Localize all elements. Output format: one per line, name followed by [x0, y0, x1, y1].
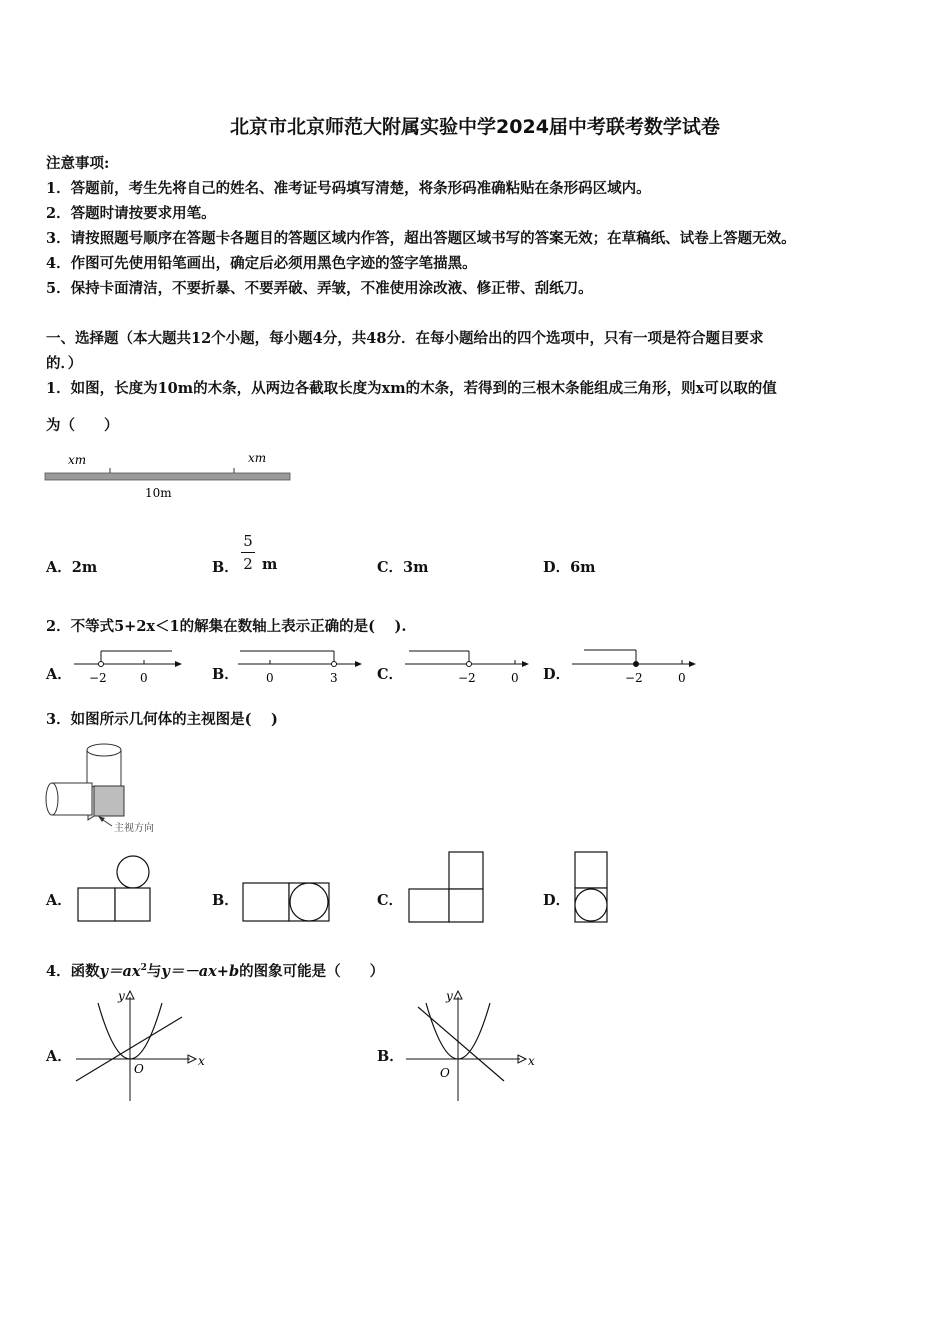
axis-b-label-1: 0 [266, 671, 274, 685]
axis-a-label-1: −2 [89, 671, 107, 685]
axis-d-label-1: −2 [625, 671, 643, 685]
q3-option-b-figure [240, 880, 334, 926]
question-1-stem-cont: 为（ ） [46, 417, 119, 434]
fig-label-total: 10m [145, 486, 172, 500]
q4-formula-1: y＝ax [99, 963, 141, 980]
q4-stem-post: 的图象可能是（ ） [239, 963, 385, 980]
q4-option-a-graph [70, 985, 210, 1105]
question-2-stem: 2．不等式5+2x＜1的解集在数轴上表示正确的是( ). [46, 618, 407, 635]
q3-option-c-figure [405, 848, 489, 926]
q4-a-origin: O [134, 1062, 144, 1076]
q2-option-b-label[interactable]: B． [212, 666, 239, 683]
notice-item-3: 3．请按照题号顺序在答题卡各题目的答题区域内作答，超出答题区域书写的答案无效；在草稿纸、试卷上答题无效。 [46, 230, 796, 247]
q2-number-line-d [570, 645, 700, 687]
page-title: 北京市北京师范大附属实验中学2024届中考联考数学试卷 [230, 116, 720, 138]
q3-option-b-label[interactable]: B． [212, 892, 239, 909]
q3-solid-figure [42, 740, 172, 838]
q2-option-c-label[interactable]: C． [377, 666, 404, 683]
axis-b-label-2: 3 [330, 671, 338, 685]
q4-formula-2: y＝－ax+b [161, 963, 240, 980]
q3-option-d-figure [570, 848, 612, 926]
q2-number-line-b [236, 645, 366, 687]
q1-option-b-unit: m [262, 556, 278, 573]
q1-option-a[interactable]: A．2m [46, 559, 98, 576]
fraction-numerator: 5 [243, 532, 253, 550]
q4-option-b-graph [400, 985, 540, 1105]
notice-heading: 注意事项: [46, 155, 110, 172]
notice-item-2: 2．答题时请按要求用笔。 [46, 205, 216, 222]
q4-b-axis-y: y [446, 989, 453, 1003]
section-heading: 一、选择题（本大题共12个小题，每小题4分，共48分．在每小题给出的四个选项中，只有一项是符合题目要求 [46, 330, 764, 347]
axis-d-label-2: 0 [678, 671, 686, 685]
fraction-bar [241, 552, 255, 553]
q4-stem-mid: 与 [146, 963, 162, 980]
q1-option-b[interactable] [212, 556, 239, 577]
q1-option-c[interactable]: C．3m [377, 559, 429, 576]
section-heading-cont: 的．） [46, 355, 83, 372]
q3-option-c-label[interactable]: C． [377, 892, 404, 909]
axis-c-label-2: 0 [511, 671, 519, 685]
axis-c-label-1: −2 [458, 671, 476, 685]
q4-exponent: 2 [140, 963, 147, 974]
q4-a-axis-x: x [198, 1054, 205, 1068]
q4-option-b-label[interactable]: B． [377, 1048, 404, 1065]
q1-option-d[interactable]: D．6m [543, 559, 596, 576]
q4-option-a-label[interactable]: A． [46, 1048, 72, 1065]
q4-stem-pre: 4．函数 [46, 963, 100, 980]
notice-item-5: 5．保持卡面清洁，不要折暴、不要弄破、弄皱，不准使用涂改液、修正带、刮纸刀。 [46, 280, 593, 297]
q4-a-axis-y: y [118, 989, 125, 1003]
fig-label-left: xm [68, 453, 87, 467]
question-4-stem [46, 960, 384, 981]
q1-option-b-label: B． [212, 559, 239, 576]
q1-option-b-fraction [241, 532, 255, 573]
q2-number-line-c [403, 645, 533, 687]
view-direction-label: 主视方向 [114, 823, 154, 834]
question-1-stem: 1．如图，长度为10m的木条，从两边各截取长度为xm的木条，若得到的三根木条能组成三角形，则x可以取的值 [46, 380, 777, 397]
q3-option-a-figure [74, 855, 154, 925]
q4-b-axis-x: x [528, 1054, 535, 1068]
q3-option-d-label[interactable]: D． [543, 892, 571, 909]
q2-number-line-a [72, 645, 184, 687]
q4-b-origin: O [440, 1066, 450, 1080]
q2-option-d-label[interactable]: D． [543, 666, 571, 683]
q2-option-a-label[interactable]: A． [46, 666, 72, 683]
wood-stick [45, 473, 290, 480]
question-3-stem: 3．如图所示几何体的主视图是( ) [46, 711, 278, 728]
axis-a-label-2: 0 [140, 671, 148, 685]
q3-option-a-label[interactable]: A． [46, 892, 72, 909]
notice-item-1: 1．答题前，考生先将自己的姓名、准考证号码填写清楚，将条形码准确粘贴在条形码区域内。 [46, 180, 651, 197]
fraction-denominator: 2 [243, 555, 253, 573]
fig-label-right: xm [248, 451, 267, 465]
q1-stick-figure [40, 448, 300, 504]
notice-item-4: 4．作图可先使用铅笔画出，确定后必须用黑色字迹的签字笔描黑。 [46, 255, 477, 272]
